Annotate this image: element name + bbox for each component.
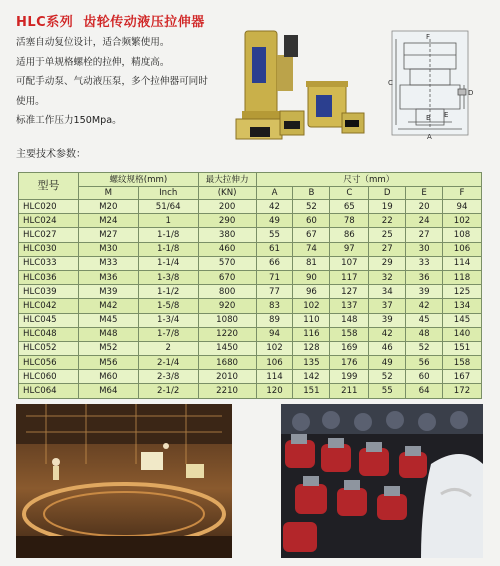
- table-cell: 65: [330, 200, 369, 214]
- table-cell: 74: [293, 242, 330, 256]
- table-cell: 148: [330, 313, 369, 327]
- table-row: [19, 313, 482, 327]
- table-cell: HLC027: [19, 228, 79, 242]
- table-cell: 169: [330, 341, 369, 355]
- table-cell: 110: [293, 313, 330, 327]
- table-cell: 52: [406, 341, 443, 355]
- table-cell: M30: [78, 242, 138, 256]
- table-cell: 94: [256, 327, 293, 341]
- header-e: E: [406, 187, 443, 200]
- table-cell: 24: [406, 214, 443, 228]
- table-cell: M42: [78, 299, 138, 313]
- table-cell: 176: [330, 356, 369, 370]
- table-cell: M27: [78, 228, 138, 242]
- table-cell: HLC039: [19, 285, 79, 299]
- table-cell: 114: [443, 256, 482, 270]
- description-line: 可配手动泵、气动液压泵，多个拉伸器可同时: [16, 76, 208, 87]
- table-cell: 120: [256, 384, 293, 398]
- table-cell: 42: [256, 200, 293, 214]
- description-line: 使用。: [16, 95, 45, 107]
- dim-label-a: A: [427, 133, 432, 141]
- table-cell: HLC036: [19, 270, 79, 284]
- table-cell: M39: [78, 285, 138, 299]
- table-cell: 19: [369, 200, 406, 214]
- table-cell: HLC048: [19, 327, 79, 341]
- table-cell: 460: [198, 242, 256, 256]
- table-cell: HLC030: [19, 242, 79, 256]
- table-cell: 2010: [198, 370, 256, 384]
- spec-table-container: [18, 172, 482, 399]
- table-cell: 116: [293, 327, 330, 341]
- table-row: [19, 356, 482, 370]
- table-cell: 125: [443, 285, 482, 299]
- table-cell: 151: [293, 384, 330, 398]
- dim-label-e: E: [444, 111, 449, 119]
- dim-label-b: B: [426, 114, 431, 122]
- header-a: A: [256, 187, 293, 200]
- table-cell: 158: [443, 356, 482, 370]
- table-row: [19, 256, 482, 270]
- table-cell: 61: [256, 242, 293, 256]
- table-cell: 1-1/8: [138, 242, 198, 256]
- table-cell: 83: [256, 299, 293, 313]
- table-cell: 106: [443, 242, 482, 256]
- table-cell: 32: [369, 270, 406, 284]
- table-cell: 51/64: [138, 200, 198, 214]
- table-row: [19, 327, 482, 341]
- description-line: 标准工作压力150Mpa。: [16, 115, 122, 126]
- header-kn: (KN): [198, 187, 256, 200]
- table-cell: 34: [369, 285, 406, 299]
- table-cell: 128: [293, 341, 330, 355]
- table-cell: 137: [330, 299, 369, 313]
- table-cell: 167: [443, 370, 482, 384]
- table-cell: 1-1/4: [138, 256, 198, 270]
- table-cell: HLC056: [19, 356, 79, 370]
- table-cell: 2-1/4: [138, 356, 198, 370]
- table-cell: M48: [78, 327, 138, 341]
- tensioner-tall-image: [236, 31, 304, 139]
- table-cell: M36: [78, 270, 138, 284]
- product-description: [16, 33, 252, 131]
- table-cell: 27: [406, 228, 443, 242]
- table-cell: HLC045: [19, 313, 79, 327]
- tensioner-short-image: [306, 81, 364, 133]
- table-row: [19, 200, 482, 214]
- table-row: [19, 285, 482, 299]
- table-cell: 102: [293, 299, 330, 313]
- table-cell: M20: [78, 200, 138, 214]
- table-cell: 140: [443, 327, 482, 341]
- site-photo-2: [281, 404, 483, 558]
- dim-label-f: F: [426, 33, 431, 41]
- header-inch: Inch: [138, 187, 198, 200]
- table-cell: 1450: [198, 341, 256, 355]
- table-cell: 118: [443, 270, 482, 284]
- page-title: HLC系列 齿轮传动液压拉伸器: [16, 15, 205, 30]
- header-max-force: 最大拉伸力: [198, 173, 256, 187]
- header-m: M: [78, 187, 138, 200]
- table-cell: 800: [198, 285, 256, 299]
- header-thread-spec: 螺纹规格(mm): [78, 173, 198, 187]
- table-cell: 22: [369, 214, 406, 228]
- table-cell: 60: [406, 370, 443, 384]
- table-cell: 67: [293, 228, 330, 242]
- table-cell: HLC064: [19, 384, 79, 398]
- header-model: 型号: [19, 173, 79, 200]
- table-cell: 94: [443, 200, 482, 214]
- table-cell: HLC042: [19, 299, 79, 313]
- table-cell: HLC024: [19, 214, 79, 228]
- table-cell: M64: [78, 384, 138, 398]
- table-row: [19, 384, 482, 398]
- table-cell: HLC020: [19, 200, 79, 214]
- table-cell: 1-1/2: [138, 285, 198, 299]
- table-row: [19, 299, 482, 313]
- table-cell: M33: [78, 256, 138, 270]
- table-cell: 55: [256, 228, 293, 242]
- spec-section-title: 主要技术参数：: [16, 149, 86, 160]
- table-cell: 49: [256, 214, 293, 228]
- table-cell: 37: [369, 299, 406, 313]
- table-cell: 25: [369, 228, 406, 242]
- header-f: F: [443, 187, 482, 200]
- table-cell: 380: [198, 228, 256, 242]
- table-cell: 2-1/2: [138, 384, 198, 398]
- table-cell: 1-3/4: [138, 313, 198, 327]
- table-cell: 56: [406, 356, 443, 370]
- table-cell: 2: [138, 341, 198, 355]
- table-cell: 102: [443, 214, 482, 228]
- description-line: 适用于单规格螺栓的拉伸，精度高。: [16, 56, 170, 68]
- table-row: [19, 242, 482, 256]
- table-cell: 2210: [198, 384, 256, 398]
- table-cell: 106: [256, 356, 293, 370]
- table-cell: 64: [406, 384, 443, 398]
- table-row: [19, 214, 482, 228]
- table-cell: 33: [406, 256, 443, 270]
- table-cell: 49: [369, 356, 406, 370]
- table-cell: 142: [293, 370, 330, 384]
- table-cell: 97: [330, 242, 369, 256]
- table-cell: 48: [406, 327, 443, 341]
- table-cell: 108: [443, 228, 482, 242]
- table-cell: 920: [198, 299, 256, 313]
- table-cell: M45: [78, 313, 138, 327]
- description-line: 活塞自动复位设计，适合频繁使用。: [16, 37, 170, 48]
- table-cell: 20: [406, 200, 443, 214]
- table-row: [19, 341, 482, 355]
- table-cell: HLC033: [19, 256, 79, 270]
- table-cell: 1680: [198, 356, 256, 370]
- table-cell: 1-7/8: [138, 327, 198, 341]
- table-cell: 158: [330, 327, 369, 341]
- dim-label-d: D: [468, 89, 474, 97]
- table-cell: 107: [330, 256, 369, 270]
- product-images: [232, 25, 478, 145]
- table-cell: 46: [369, 341, 406, 355]
- table-cell: 86: [330, 228, 369, 242]
- table-cell: 78: [330, 214, 369, 228]
- table-cell: 52: [369, 370, 406, 384]
- table-cell: 1: [138, 214, 198, 228]
- table-cell: 90: [293, 270, 330, 284]
- table-cell: 1-1/8: [138, 228, 198, 242]
- spec-table: [18, 172, 482, 399]
- table-cell: 200: [198, 200, 256, 214]
- table-cell: 39: [369, 313, 406, 327]
- table-cell: 102: [256, 341, 293, 355]
- site-photo-1: [16, 404, 232, 558]
- dim-label-c: C: [388, 79, 393, 87]
- table-cell: 36: [406, 270, 443, 284]
- table-cell: 77: [256, 285, 293, 299]
- table-cell: 172: [443, 384, 482, 398]
- header-b: B: [293, 187, 330, 200]
- spec-table-body: [19, 200, 482, 399]
- table-cell: 211: [330, 384, 369, 398]
- table-cell: 55: [369, 384, 406, 398]
- table-cell: 135: [293, 356, 330, 370]
- table-cell: 42: [406, 299, 443, 313]
- table-cell: HLC052: [19, 341, 79, 355]
- table-cell: 1-5/8: [138, 299, 198, 313]
- table-cell: M52: [78, 341, 138, 355]
- table-cell: M60: [78, 370, 138, 384]
- table-cell: 117: [330, 270, 369, 284]
- table-cell: 1220: [198, 327, 256, 341]
- table-cell: 45: [406, 313, 443, 327]
- table-cell: 39: [406, 285, 443, 299]
- table-cell: 66: [256, 256, 293, 270]
- table-cell: 29: [369, 256, 406, 270]
- table-cell: 127: [330, 285, 369, 299]
- table-cell: 199: [330, 370, 369, 384]
- table-cell: 60: [293, 214, 330, 228]
- table-cell: HLC060: [19, 370, 79, 384]
- table-cell: M56: [78, 356, 138, 370]
- table-cell: 30: [406, 242, 443, 256]
- table-cell: 290: [198, 214, 256, 228]
- header-dimensions: 尺寸（mm）: [256, 173, 481, 187]
- table-cell: 134: [443, 299, 482, 313]
- table-cell: 670: [198, 270, 256, 284]
- table-cell: 52: [293, 200, 330, 214]
- table-cell: 81: [293, 256, 330, 270]
- table-cell: M24: [78, 214, 138, 228]
- table-cell: 42: [369, 327, 406, 341]
- table-cell: 96: [293, 285, 330, 299]
- table-cell: 114: [256, 370, 293, 384]
- table-cell: 151: [443, 341, 482, 355]
- table-row: [19, 228, 482, 242]
- table-cell: 71: [256, 270, 293, 284]
- table-row: [19, 270, 482, 284]
- header-d: D: [369, 187, 406, 200]
- table-cell: 145: [443, 313, 482, 327]
- table-cell: 2-3/8: [138, 370, 198, 384]
- table-row: [19, 370, 482, 384]
- header-c: C: [330, 187, 369, 200]
- table-cell: 89: [256, 313, 293, 327]
- table-cell: 1-3/8: [138, 270, 198, 284]
- table-cell: 1080: [198, 313, 256, 327]
- table-cell: 27: [369, 242, 406, 256]
- table-cell: 570: [198, 256, 256, 270]
